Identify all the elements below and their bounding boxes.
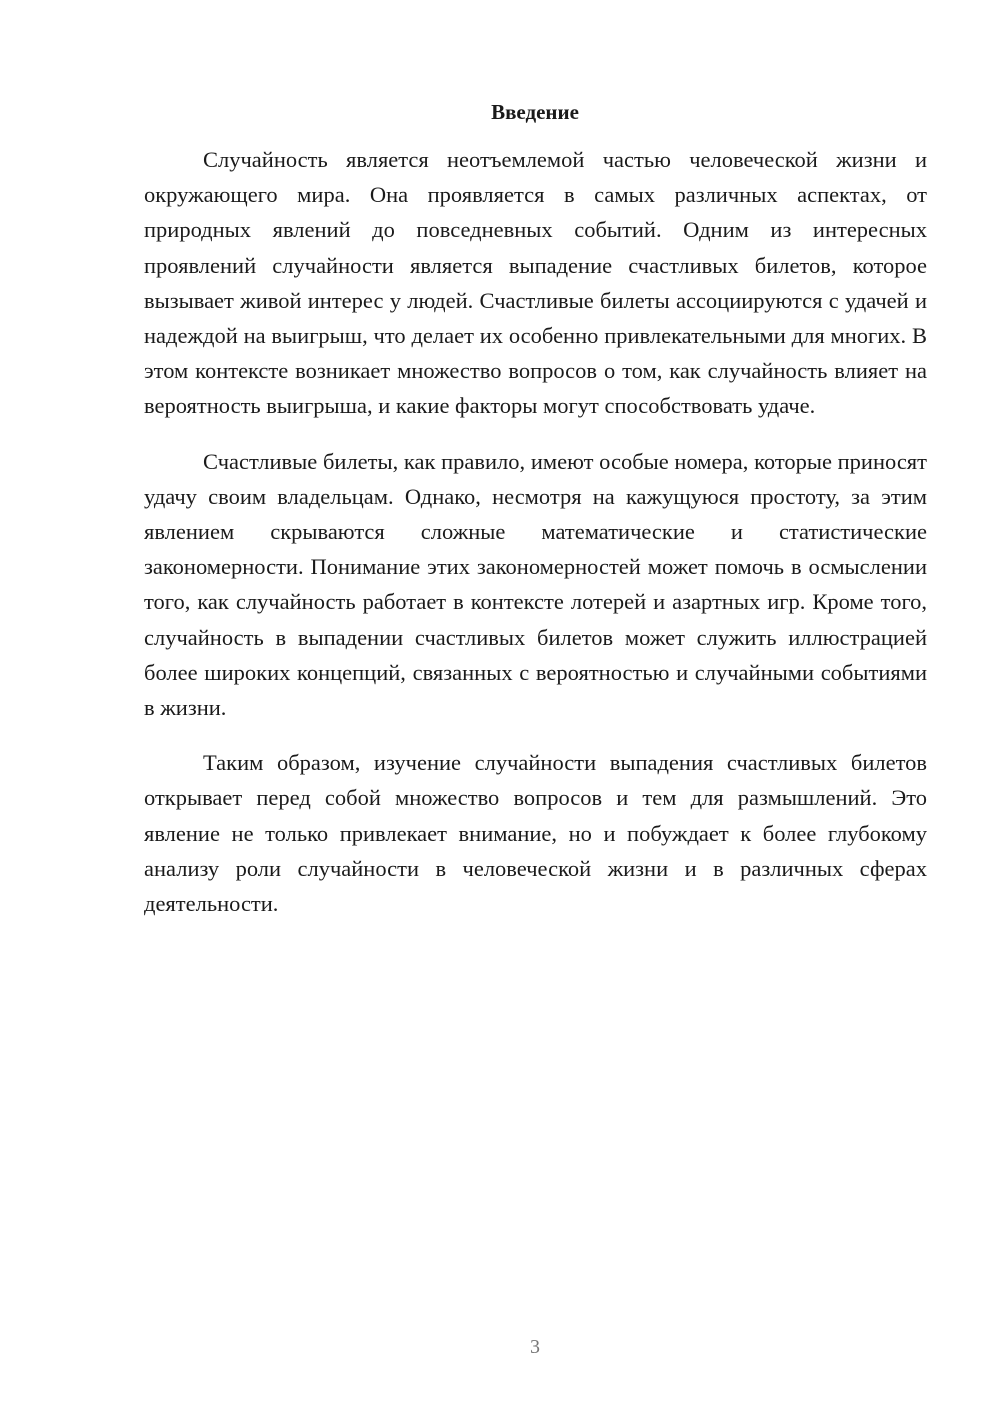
body-text — [144, 142, 927, 941]
paragraph-2: Счастливые билеты, как правило, имеют особые номера, которые приносят удачу своим владельцам. Однако, несмотря на кажущуюся простоту, за этим явлением скрываются сложные математические и статистические закономерности. Понимание этих закономерностей может помочь в осмыслении того, как случайность работает в контексте лотерей и азартных игр. Кроме того, случайность в выпадении счастливых билетов может служить иллюстрацией более широких концепций, связанных с вероятностью и случайными событиями в жизни. — [144, 448, 927, 721]
page-number: 3 — [530, 1336, 540, 1358]
paragraph-1: Случайность является неотъемлемой частью человеческой жизни и окружающего мира. Она проявляется в самых различных аспектах, от природных явлений до повседневных событий. Одним из интересных проявлений случайности является выпадение счастливых билетов, которое вызывает живой интерес у людей. Счастливые билеты ассоциируются с удачей и надеждой на выигрыш, что делает их особенно привлекательными для многих. В этом контексте возникает множество вопросов о том, как случайность влияет на вероятность выигрыша, и какие факторы могут способствовать удаче. — [144, 147, 927, 419]
paragraph-3: Таким образом, изучение случайности выпадения счастливых билетов открывает перед собой множество вопросов и тем для размышлений. Это явление не только привлекает внимание, но и побуждает к более глубокому анализу роли случайности в человеческой жизни и в различных сферах деятельности. — [144, 750, 927, 917]
section-heading: Введение — [491, 100, 579, 124]
